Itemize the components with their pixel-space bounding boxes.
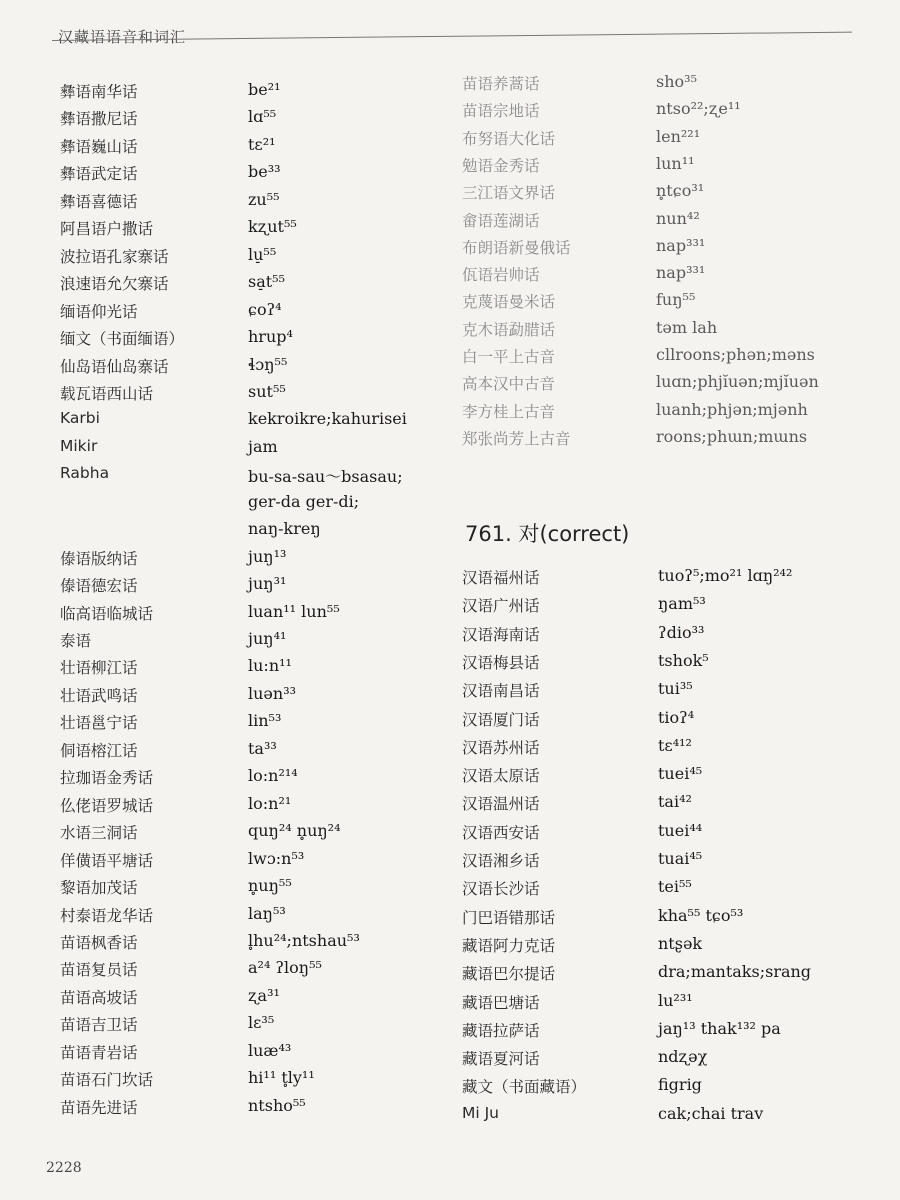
language-name: 汉语福州话 xyxy=(462,569,540,587)
language-name: 水语三洞话 xyxy=(60,824,138,843)
language-name: 彝语巍山话 xyxy=(60,137,138,156)
language-name: 苗语枫香话 xyxy=(60,933,138,952)
word-form: tshok⁵ xyxy=(658,650,709,670)
word-form: cak;chai trav xyxy=(658,1103,764,1123)
word-form: lo:n²¹⁴ xyxy=(248,766,298,786)
language-name: 畲语莲湖话 xyxy=(462,211,540,230)
word-form: kekroikre;kahurisei xyxy=(248,409,407,429)
language-name: 汉语梅县话 xyxy=(462,653,540,672)
word-form: luən³³ xyxy=(248,683,297,703)
word-form: laŋ⁵³ xyxy=(248,903,286,923)
language-name: 苗语宗地话 xyxy=(462,102,540,121)
language-name: 浪速语允欠寨话 xyxy=(60,275,169,294)
word-form: dra;mantaks;srang xyxy=(658,962,812,982)
word-form: juŋ⁴¹ xyxy=(248,629,287,648)
language-name: 藏语巴尔提话 xyxy=(462,965,556,984)
language-name: 克蔑语曼米话 xyxy=(462,293,556,312)
word-form: lu:n¹¹ xyxy=(248,656,292,676)
language-name: 傣语德宏话 xyxy=(60,577,138,596)
language-name: 苗语高坡话 xyxy=(60,988,138,1007)
word-form: ʐa³¹ xyxy=(248,985,280,1005)
section-number: 761. xyxy=(465,522,512,546)
language-name: 彝语撒尼话 xyxy=(60,110,138,129)
word-form: fuŋ⁵⁵ xyxy=(656,290,696,310)
language-name: 汉语湘乡话 xyxy=(462,852,540,870)
word-form: tai⁴² xyxy=(658,792,692,812)
language-name: 布努语大化话 xyxy=(462,129,556,148)
language-name: 波拉语孔家寨话 xyxy=(60,247,169,266)
word-form: ɕoʔ⁴ xyxy=(248,299,282,319)
word-form: bu-sa-sau～bsasau; xyxy=(248,467,403,487)
word-form: tuei⁴⁴ xyxy=(658,820,703,840)
language-name: 缅语仰光话 xyxy=(60,302,138,321)
word-form: tuei⁴⁵ xyxy=(658,764,703,784)
language-name: 郑张尚芳上古音 xyxy=(462,429,571,448)
language-name: 白一平上古音 xyxy=(462,348,556,366)
language-name: 藏语夏河话 xyxy=(462,1050,540,1069)
word-form: lwɔ:n⁵³ xyxy=(248,848,305,868)
language-name: 藏语拉萨话 xyxy=(462,1021,540,1040)
word-form: ger-da ger-di; xyxy=(248,491,360,511)
language-name: 勉语金秀话 xyxy=(462,156,540,175)
language-name: 苗语复员话 xyxy=(60,961,138,980)
word-form: naŋ-kreŋ xyxy=(248,519,321,539)
language-name: 村泰语龙华话 xyxy=(60,906,154,925)
word-form: tɛ⁴¹² xyxy=(658,735,692,755)
word-form: luɑn;phjĭuən;mjĭuən xyxy=(656,372,819,392)
language-name: 侗语榕江话 xyxy=(60,741,138,760)
language-name: 苗语青岩话 xyxy=(60,1043,138,1062)
language-name: 汉语南昌话 xyxy=(462,682,540,701)
word-form: figrig xyxy=(658,1075,702,1095)
word-form: jam xyxy=(248,436,278,456)
word-form: cllroons;phən;məns xyxy=(656,345,815,364)
word-form: l̥hu²⁴;ntshau⁵³ xyxy=(248,930,360,950)
word-form: hrup⁴ xyxy=(248,327,293,347)
language-name: 壮语柳江话 xyxy=(60,659,138,678)
word-form: luanh;phjən;mjənh xyxy=(656,399,808,419)
word-form: ntʂək xyxy=(658,933,703,953)
word-form: kʐut⁵⁵ xyxy=(248,217,297,237)
word-form: lu̠⁵⁵ xyxy=(248,244,277,264)
language-name: 泰语 xyxy=(60,632,92,650)
word-form: juŋ³¹ xyxy=(248,574,287,594)
language-name: 汉语长沙话 xyxy=(462,880,540,899)
word-form: lu²³¹ xyxy=(658,990,693,1010)
word-form: sut⁵⁵ xyxy=(248,381,286,401)
language-name: 缅文（书面缅语） xyxy=(60,330,185,349)
word-form: kha⁵⁵ tɕo⁵³ xyxy=(658,905,744,925)
language-name: 三江语文界话 xyxy=(462,184,556,203)
section-heading xyxy=(465,518,629,548)
language-name: Rabha xyxy=(60,464,110,483)
language-name: 藏文（书面藏语） xyxy=(462,1078,587,1097)
language-name: 汉语厦门话 xyxy=(462,710,540,729)
language-name: 克木语勐腊话 xyxy=(462,320,556,339)
word-form: ʔdio³³ xyxy=(658,622,705,642)
word-form: tei⁵⁵ xyxy=(658,877,692,897)
page-number: 2228 xyxy=(46,1160,82,1176)
language-name: 门巴语错那话 xyxy=(462,908,556,927)
word-form: roons;phɯn;mɯns xyxy=(656,426,808,446)
word-form: nap³³¹ xyxy=(656,235,706,255)
language-name: 傣语版纳话 xyxy=(60,549,138,568)
word-form: zu⁵⁵ xyxy=(248,189,280,209)
language-name: 藏语巴塘话 xyxy=(462,993,540,1012)
word-form: sa̠t⁵⁵ xyxy=(248,272,286,292)
word-form: luan¹¹ lun⁵⁵ xyxy=(248,601,340,621)
language-name: 汉语太原话 xyxy=(462,767,540,786)
language-name: 黎语加茂话 xyxy=(60,879,138,898)
word-form: a²⁴ ʔloŋ⁵⁵ xyxy=(248,958,322,978)
language-name: 彝语武定话 xyxy=(60,165,138,184)
language-name: 载瓦语西山话 xyxy=(60,384,154,403)
word-form: luæ⁴³ xyxy=(248,1040,292,1060)
language-name: Mi Ju xyxy=(462,1103,500,1122)
language-name: 藏语阿力克话 xyxy=(462,936,556,955)
language-name: 佯僙语平塘话 xyxy=(60,851,154,870)
language-name: 苗语养蒿话 xyxy=(462,75,540,93)
word-form: sho³⁵ xyxy=(656,72,697,91)
word-form: lɛ³⁵ xyxy=(248,1013,275,1033)
language-name: 彝语南华话 xyxy=(60,83,138,101)
language-name: 汉语西安话 xyxy=(462,823,540,842)
word-form: ndʐəχ xyxy=(658,1047,708,1067)
word-form: nap³³¹ xyxy=(656,263,706,283)
language-name: 壮语武鸣话 xyxy=(60,686,138,705)
language-name: 苗语吉卫话 xyxy=(60,1016,138,1035)
word-form: tuai⁴⁵ xyxy=(658,849,703,868)
language-name: 汉语广州话 xyxy=(462,597,540,616)
word-form: lun¹¹ xyxy=(656,153,695,173)
word-form: nun⁴² xyxy=(656,208,700,228)
section-title: 对(correct) xyxy=(518,522,630,546)
language-name: 高本汉中古音 xyxy=(462,375,556,394)
word-form: ntsho⁵⁵ xyxy=(248,1095,306,1115)
word-form: ɬɔŋ⁵⁵ xyxy=(248,354,288,374)
word-form: be³³ xyxy=(248,162,281,182)
language-name: 临高语临城话 xyxy=(60,604,154,623)
word-form: tuoʔ⁵;mo²¹ lɑŋ²⁴² xyxy=(658,566,793,585)
language-name: 仫佬语罗城话 xyxy=(60,796,154,815)
word-form: lin⁵³ xyxy=(248,711,282,731)
language-name: 壮语邕宁话 xyxy=(60,714,138,733)
language-name: 汉语温州话 xyxy=(462,795,540,814)
language-name: 布朗语新曼俄话 xyxy=(462,238,571,257)
language-name: 拉珈语金秀话 xyxy=(60,769,154,788)
language-name: 苗语石门坎话 xyxy=(60,1071,154,1090)
language-name: Karbi xyxy=(60,409,100,428)
running-header: 汉藏语语音和词汇 xyxy=(58,28,187,46)
word-form: n̥tɕo³¹ xyxy=(656,181,705,201)
word-form: be²¹ xyxy=(248,80,281,99)
word-form: len²²¹ xyxy=(656,126,701,146)
language-name: 苗语先进话 xyxy=(60,1098,138,1117)
language-name: 李方桂上古音 xyxy=(462,402,556,421)
word-form: ta³³ xyxy=(248,738,277,758)
word-form: n̥uŋ⁵⁵ xyxy=(248,876,292,896)
language-name: 汉语苏州话 xyxy=(462,738,540,757)
word-form: jaŋ¹³ thak¹³² pa xyxy=(658,1018,781,1038)
language-name: 佤语岩帅话 xyxy=(462,266,540,285)
word-form: lɑ⁵⁵ xyxy=(248,107,277,127)
language-name: 汉语海南话 xyxy=(462,625,540,644)
word-form: təm lah xyxy=(656,317,718,337)
word-form: ntso²²;ʐe¹¹ xyxy=(656,99,741,119)
language-name: 仙岛语仙岛寨话 xyxy=(60,357,169,376)
language-name: 阿昌语户撒话 xyxy=(60,220,154,239)
language-name: Mikir xyxy=(60,436,98,455)
word-form: tɛ²¹ xyxy=(248,134,276,154)
language-name: 彝语喜德话 xyxy=(60,192,138,211)
word-form: tui³⁵ xyxy=(658,679,693,699)
word-form: quŋ²⁴ n̥uŋ²⁴ xyxy=(248,821,341,841)
word-form: lo:n²¹ xyxy=(248,793,292,813)
word-form: juŋ¹³ xyxy=(248,546,287,566)
word-form: hi¹¹ t̥ly¹¹ xyxy=(248,1068,315,1088)
word-form: tioʔ⁴ xyxy=(658,707,695,727)
word-form: ŋam⁵³ xyxy=(658,594,706,614)
